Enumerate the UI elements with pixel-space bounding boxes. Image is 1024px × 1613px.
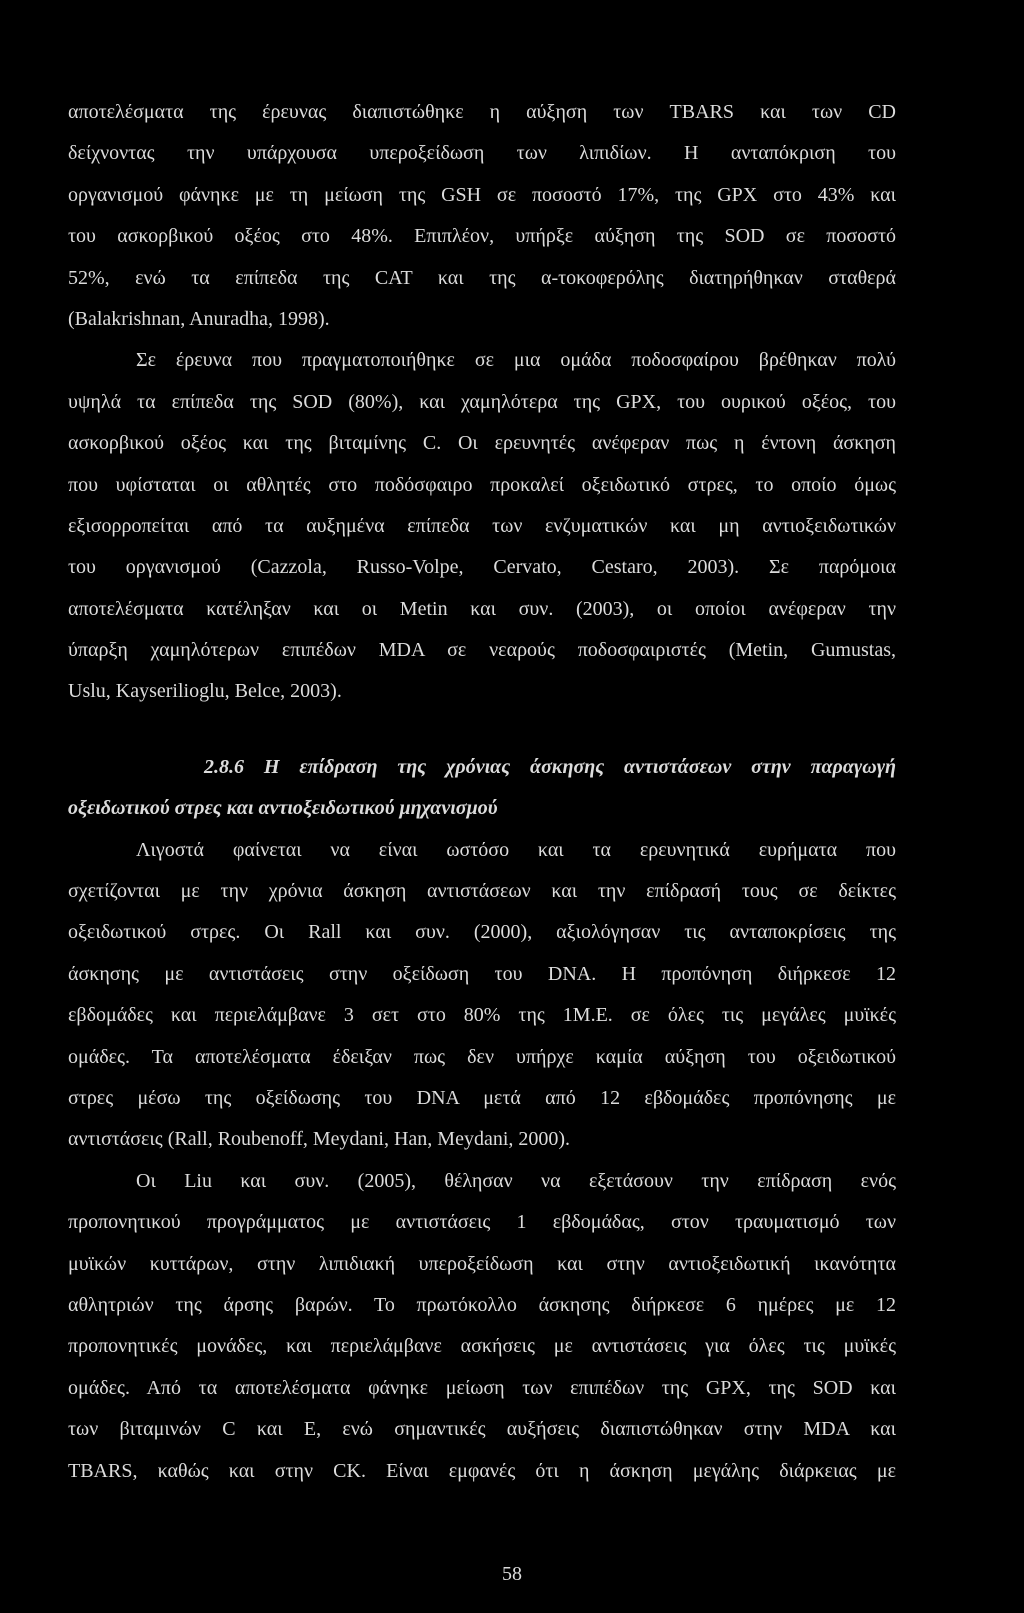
text-line: δείχνοντας την υπάρχουσα υπεροξείδωση των λιπιδίων. Η ανταπόκριση του [68,142,896,165]
text-line: που υφίσταται οι αθλητές στο ποδόσφαιρο προκαλεί οξειδωτικό στρες, το οποίο όμως [68,473,896,496]
text-line: του οργανισμού (Cazzola, Russo-Volpe, Cervato, Cestaro, 2003). Σε παρόμοια [68,556,896,579]
text-line: Uslu, Kayserilioglu, Belce, 2003). [68,680,342,703]
text-line: υψηλά τα επίπεδα της SOD (80%), και χαμηλότερα της GPX, του ουρικού οξέος, του [68,390,896,413]
section-heading: 2.8.6 Η επίδραση της χρόνιας άσκησης αντιστάσεων στην παραγωγή [204,755,896,778]
text-line: αντιστάσεις (Rall, Roubenoff, Meydani, Han, Meydani, 2000). [68,1128,571,1151]
text-line: ομάδες. Από τα αποτελέσματα φάνηκε μείωση των επιπέδων της GPX, της SOD και [68,1376,896,1399]
text-line: ομάδες. Τα αποτελέσματα έδειξαν πως δεν υπήρχε καμία αύξηση του οξειδωτικού [68,1045,896,1068]
text-line: 52%, ενώ τα επίπεδα της CAT και της α-τοκοφερόλης διατηρήθηκαν σταθερά [68,266,896,289]
text-line: σχετίζονται με την χρόνια άσκηση αντιστάσεων και την επίδρασή τους σε δείκτες [68,880,896,903]
text-line: ύπαρξη χαμηλότερων επιπέδων MDA σε νεαρούς ποδοσφαιριστές (Metin, Gumustas, [68,639,896,662]
text-line: οξειδωτικού στρες. Οι Rall και συν. (2000), αξιολόγησαν τις ανταποκρίσεις της [68,921,896,944]
text-line: των βιταμινών C και E, ενώ σημαντικές αυξήσεις διαπιστώθηκαν στην MDA και [68,1418,896,1441]
document-body [68,100,896,1500]
text-line: αθλητριών της άρσης βαρών. Το πρωτόκολλο άσκησης διήρκεσε 6 ημέρες με 12 [68,1293,896,1316]
text-line: TBARS, καθώς και στην CK. Είναι εμφανές ότι η άσκηση μεγάλης διάρκειας με [68,1459,896,1482]
section-heading-continued: οξειδωτικού στρες και αντιοξειδωτικού μηχανισμού [68,797,498,820]
text-line: Οι Liu και συν. (2005), θέλησαν να εξετάσουν την επίδραση ενός [136,1169,896,1192]
text-line: αποτελέσματα κατέληξαν και οι Metin και συν. (2003), οι οποίοι ανέφεραν την [68,597,896,620]
text-line: Σε έρευνα που πραγματοποιήθηκε σε μια ομάδα ποδοσφαίρου βρέθηκαν πολύ [136,349,896,372]
text-line: άσκησης με αντιστάσεις στην οξείδωση του DNA. Η προπόνηση διήρκεσε 12 [68,962,896,985]
text-line: αποτελέσματα της έρευνας διαπιστώθηκε η αύξηση των TBARS και των CD [68,101,896,123]
text-line: προπονητικού προγράμματος με αντιστάσεις 1 εβδομάδας, στον τραυματισμό των [68,1211,896,1234]
text-line: προπονητικές μονάδες, και περιελάμβανε ασκήσεις με αντιστάσεις για όλες τις μυϊκές [68,1335,896,1358]
text-line: εβδομάδες και περιελάμβανε 3 σετ στο 80% της 1M.E. σε όλες τις μεγάλες μυϊκές [68,1004,896,1027]
text-line: στρες μέσω της οξείδωσης του DNA μετά από 12 εβδομάδες προπόνησης με [68,1086,896,1109]
text-line: μυϊκών κυττάρων, στην λιπιδιακή υπεροξείδωση και στην αντιοξειδωτική ικανότητα [68,1252,896,1275]
text-line: Λιγοστά φαίνεται να είναι ωστόσο και τα ερευνητικά ευρήματα που [136,838,896,861]
text-line: οργανισμού φάνηκε με τη μείωση της GSH σε ποσοστό 17%, της GPX στο 43% και [68,183,896,206]
text-line: (Balakrishnan, Anuradha, 1998). [68,307,330,330]
text-line: του ασκορβικού οξέος στο 48%. Επιπλέον, υπήρξε αύξηση της SOD σε ποσοστό [68,225,896,248]
text-line: ασκορβικού οξέος και της βιταμίνης C. Οι ερευνητές ανέφεραν πως η έντονη άσκηση [68,432,896,455]
page-number: 58 [502,1563,522,1585]
text-line: εξισορροπείται από τα αυξημένα επίπεδα των ενζυματικών και μη αντιοξειδωτικών [68,514,896,537]
